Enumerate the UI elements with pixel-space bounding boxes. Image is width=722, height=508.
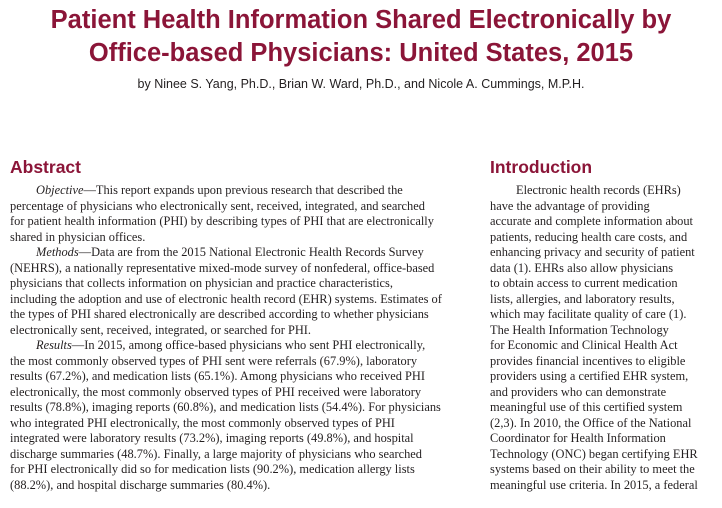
abstract-line: results (78.8%), imaging reports (60.8%), and medication lists (54.4%). For physicians bbox=[10, 400, 441, 414]
introduction-heading: Introduction bbox=[490, 157, 593, 177]
abstract-line: (NEHRS), a nationally representative mixed-mode survey of nonfederal, office-based bbox=[10, 260, 435, 275]
intro-line: which may facilitate quality of care (1). bbox=[490, 307, 687, 321]
intro-line: provides financial incentives to eligible bbox=[490, 353, 686, 368]
intro-line: data (1). EHRs also allow physicians bbox=[490, 260, 674, 275]
abstract-line: results (67.2%), and medication lists (65.1%). Among physicians who received PHI bbox=[10, 369, 426, 383]
abstract-line: including the adoption and use of electronic health record (EHR) systems. Estimates of bbox=[10, 291, 442, 306]
abstract-line: integrated were laboratory results (73.2%), imaging reports (49.8%), and hospital bbox=[10, 431, 414, 445]
abstract-line: percentage of physicians who electronically sent, received, integrated, and searched bbox=[10, 198, 425, 213]
abstract-body bbox=[10, 183, 475, 493]
intro-line: patients, reducing health care costs, and bbox=[490, 229, 688, 244]
abstract-line: shared in physician offices. bbox=[10, 229, 146, 244]
intro-line: lists, allergies, and laboratory results, bbox=[490, 291, 675, 306]
report-title-line-2: Office-based Physicians: United States, 2015 bbox=[88, 39, 634, 67]
intro-line: for Economic and Clinical Health Act bbox=[490, 338, 678, 352]
report-title-line-1: Patient Health Information Shared Electronically by bbox=[50, 6, 672, 34]
methods-label: Methods bbox=[36, 245, 79, 259]
results-label: Results bbox=[36, 338, 72, 352]
abstract-line: who integrated PHI electronically, the most commonly observed types of PHI bbox=[10, 415, 395, 430]
intro-line: Technology (ONC) began certifying EHR bbox=[490, 446, 698, 461]
objective-label: Objective bbox=[36, 183, 84, 197]
intro-line: systems based on their ability to meet the bbox=[490, 462, 695, 476]
intro-line: (2,3). In 2010, the Office of the National bbox=[490, 415, 692, 430]
abstract-line: Results—In 2015, among office-based physicians who sent PHI electronically, bbox=[36, 338, 426, 352]
intro-line: providers using a certified EHR system, bbox=[490, 369, 689, 383]
intro-line: have the advantage of providing bbox=[490, 198, 650, 213]
intro-line: meaningful use criteria. In 2015, a federal bbox=[490, 477, 698, 492]
introduction-body bbox=[490, 183, 722, 493]
intro-line: and providers who can demonstrate bbox=[490, 384, 667, 399]
intro-line: meaningful use of this certified system bbox=[490, 400, 683, 414]
abstract-line: physicians that collects information on physician and practice characteristics, bbox=[10, 276, 393, 290]
intro-line: accurate and complete information about bbox=[490, 214, 693, 228]
abstract-line: electronically sent, received, integrated, or searched for PHI. bbox=[10, 322, 312, 337]
intro-line: Coordinator for Health Information bbox=[490, 431, 666, 445]
intro-line: The Health Information Technology bbox=[490, 322, 669, 337]
abstract-line: for patient health information (PHI) by describing types of PHI that are electronically bbox=[10, 214, 434, 228]
intro-line: Electronic health records (EHRs) bbox=[516, 183, 681, 197]
abstract-line: the most commonly observed types of PHI sent were referrals (67.9%), laboratory bbox=[10, 353, 418, 368]
intro-line: to obtain access to current medication bbox=[490, 276, 678, 290]
abstract-heading: Abstract bbox=[10, 157, 81, 177]
abstract-line: for PHI electronically did so for medication lists (90.2%), medication allergy lists bbox=[10, 462, 415, 476]
abstract-line: (88.2%), and hospital discharge summaries (80.4%). bbox=[10, 477, 271, 492]
intro-line: enhancing privacy and security of patient bbox=[490, 245, 695, 259]
abstract-line: Objective—This report expands upon previous research that described the bbox=[36, 183, 403, 197]
author-byline: by Ninee S. Yang, Ph.D., Brian W. Ward, Ph.D., and Nicole A. Cummings, M.P.H. bbox=[137, 77, 585, 91]
abstract-line: electronically, the most commonly observed types of PHI received were laboratory bbox=[10, 384, 422, 399]
abstract-line: Methods—Data are from the 2015 National Electronic Health Records Survey bbox=[36, 245, 424, 259]
abstract-line: the types of PHI shared electronically are described according to whether physicians bbox=[10, 307, 429, 321]
abstract-line: discharge summaries (48.7%). Finally, a large majority of physicians who searched bbox=[10, 446, 422, 461]
